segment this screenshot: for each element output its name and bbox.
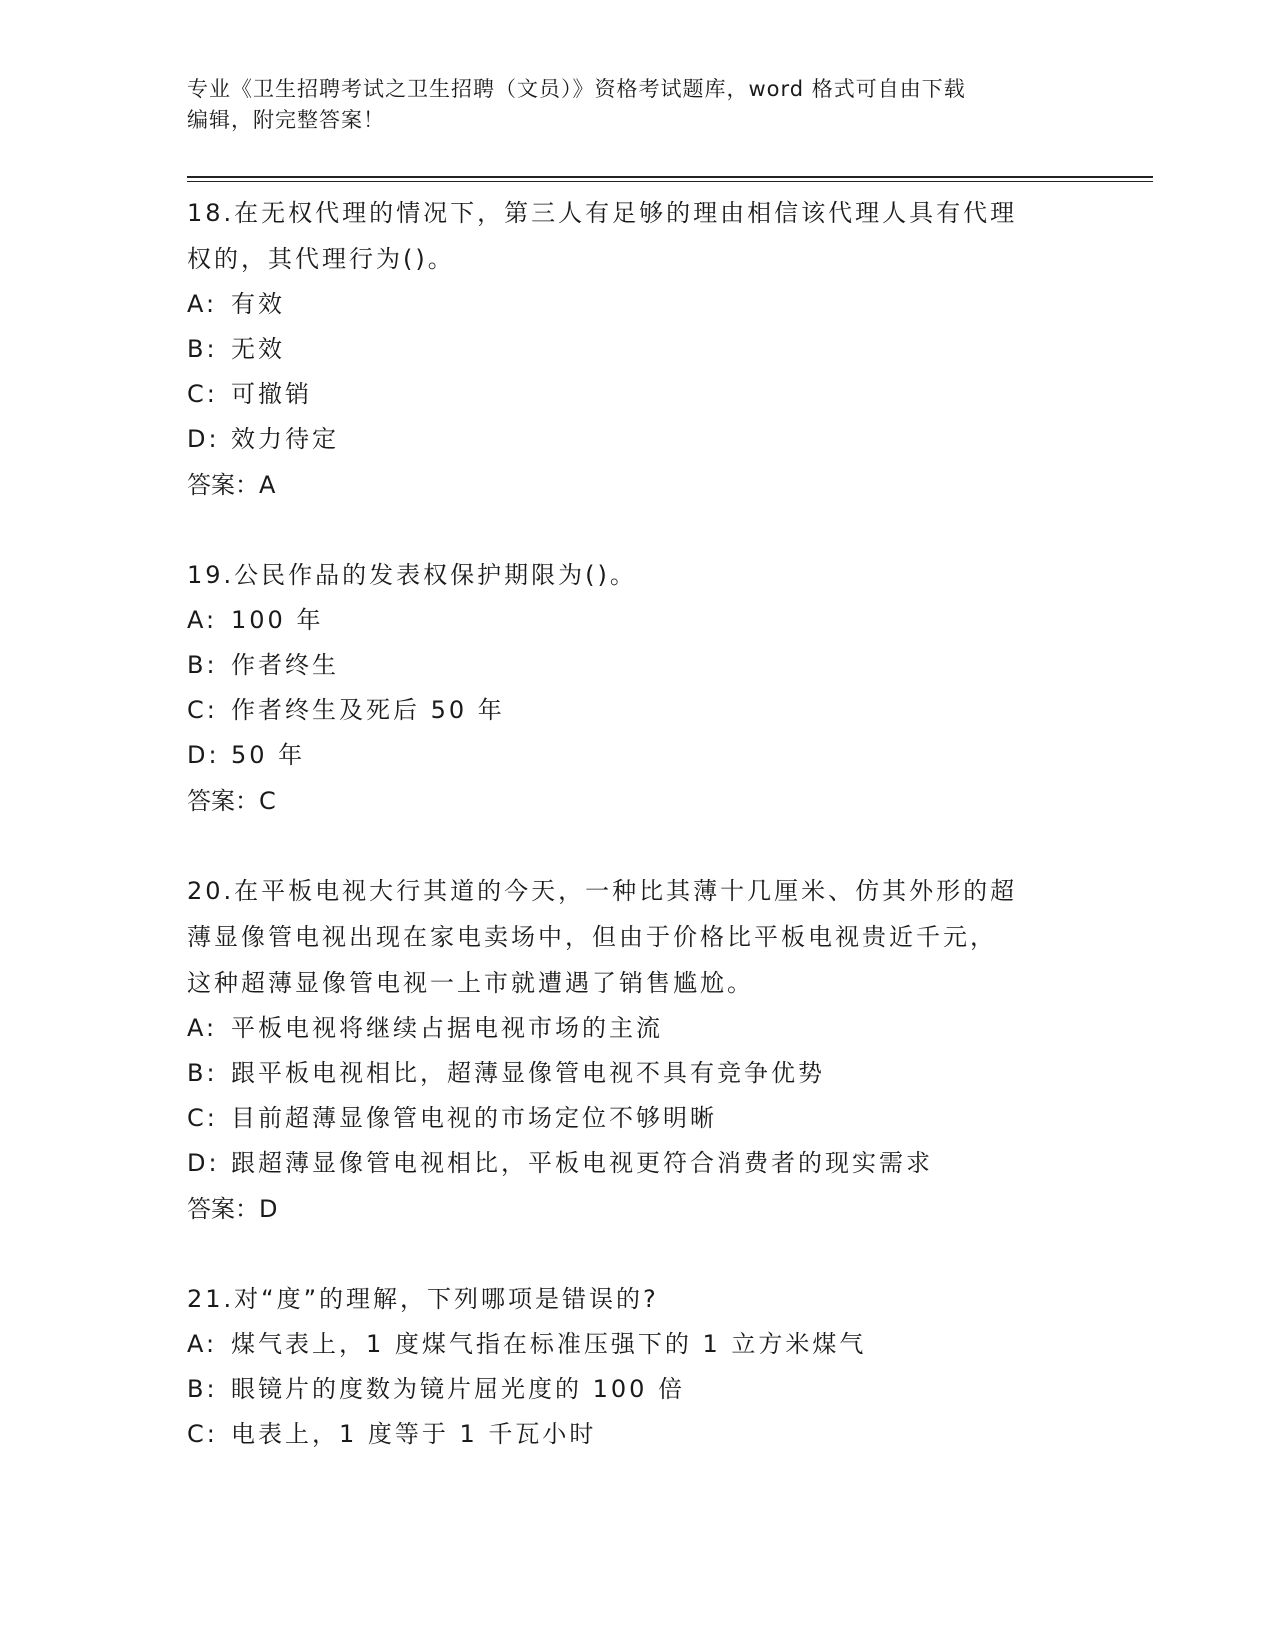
option-letter: D: [187,425,220,453]
option-text: 作者终生 [231,651,339,679]
header-line-1: 专业《卫生招聘考试之卫生招聘（文员）》资格考试题库，word 格式可自由下载 [187,77,966,101]
answer-key: 答案：C [187,787,276,815]
option-letter: C: [187,380,218,408]
answer-option [187,688,1087,733]
question-text-line: 薄显像管电视出现在家电卖场中，但由于价格比平板电视贵近千元， [187,923,997,951]
question-text-line: 20.在平板电视大行其道的今天，一种比其薄十几厘米、仿其外形的超 [187,877,1018,905]
question-text-line: 19.公民作品的发表权保护期限为()。 [187,561,637,589]
question-block [187,868,1087,1232]
option-text: 煤气表上，1 度煤气指在标准压强下的 1 立方米煤气 [231,1330,867,1358]
option-text: 可撤销 [231,380,312,408]
answer-option [187,643,1087,688]
answer-option [187,1412,1087,1457]
answer-option [187,733,1087,778]
option-letter: C: [187,1420,218,1448]
answer-option [187,598,1087,643]
answer-option [187,417,1087,462]
option-letter: B: [187,1375,218,1403]
option-text: 100 年 [231,606,324,634]
answer-option [187,1141,1087,1186]
question-text-line: 21.对“度”的理解，下列哪项是错误的? [187,1285,659,1313]
option-text: 眼镜片的度数为镜片屈光度的 100 倍 [231,1375,686,1403]
answer-key: 答案：A [187,471,276,499]
document-header [187,74,1087,136]
question-block [187,1276,1087,1457]
option-text: 跟平板电视相比，超薄显像管电视不具有竞争优势 [231,1059,825,1087]
option-text: 作者终生及死后 50 年 [231,696,505,724]
option-text: 无效 [231,335,285,363]
option-letter: A: [187,606,218,634]
question-text-line: 18.在无权代理的情况下，第三人有足够的理由相信该代理人具有代理 [187,199,1018,227]
option-text: 电表上，1 度等于 1 千瓦小时 [231,1420,597,1448]
answer-option [187,1322,1087,1367]
option-letter: A: [187,1330,218,1358]
option-letter: B: [187,1059,218,1087]
answer-option [187,1006,1087,1051]
option-text: 50 年 [231,741,306,769]
option-letter: D: [187,741,220,769]
option-text: 跟超薄显像管电视相比，平板电视更符合消费者的现实需求 [231,1149,933,1177]
option-text: 有效 [231,290,285,318]
option-letter: D: [187,1149,220,1177]
header-divider-thin [187,181,1153,182]
question-text-line: 这种超薄显像管电视一上市就遭遇了销售尴尬。 [187,969,754,997]
option-letter: B: [187,651,218,679]
option-text: 效力待定 [231,425,339,453]
option-letter: A: [187,290,218,318]
answer-option [187,282,1087,327]
question-block [187,552,1087,824]
answer-option [187,1051,1087,1096]
header-divider-thick [187,176,1153,178]
header-line-2: 编辑，附完整答案！ [187,108,385,132]
option-text: 平板电视将继续占据电视市场的主流 [231,1014,663,1042]
question-list [187,190,1087,1501]
answer-option [187,372,1087,417]
option-letter: B: [187,335,218,363]
answer-key: 答案：D [187,1195,278,1223]
question-text-line: 权的，其代理行为()。 [187,245,455,273]
answer-option [187,327,1087,372]
option-text: 目前超薄显像管电视的市场定位不够明晰 [231,1104,717,1132]
question-block [187,190,1087,508]
option-letter: C: [187,696,218,724]
option-letter: C: [187,1104,218,1132]
answer-option [187,1367,1087,1412]
answer-option [187,1096,1087,1141]
option-letter: A: [187,1014,218,1042]
